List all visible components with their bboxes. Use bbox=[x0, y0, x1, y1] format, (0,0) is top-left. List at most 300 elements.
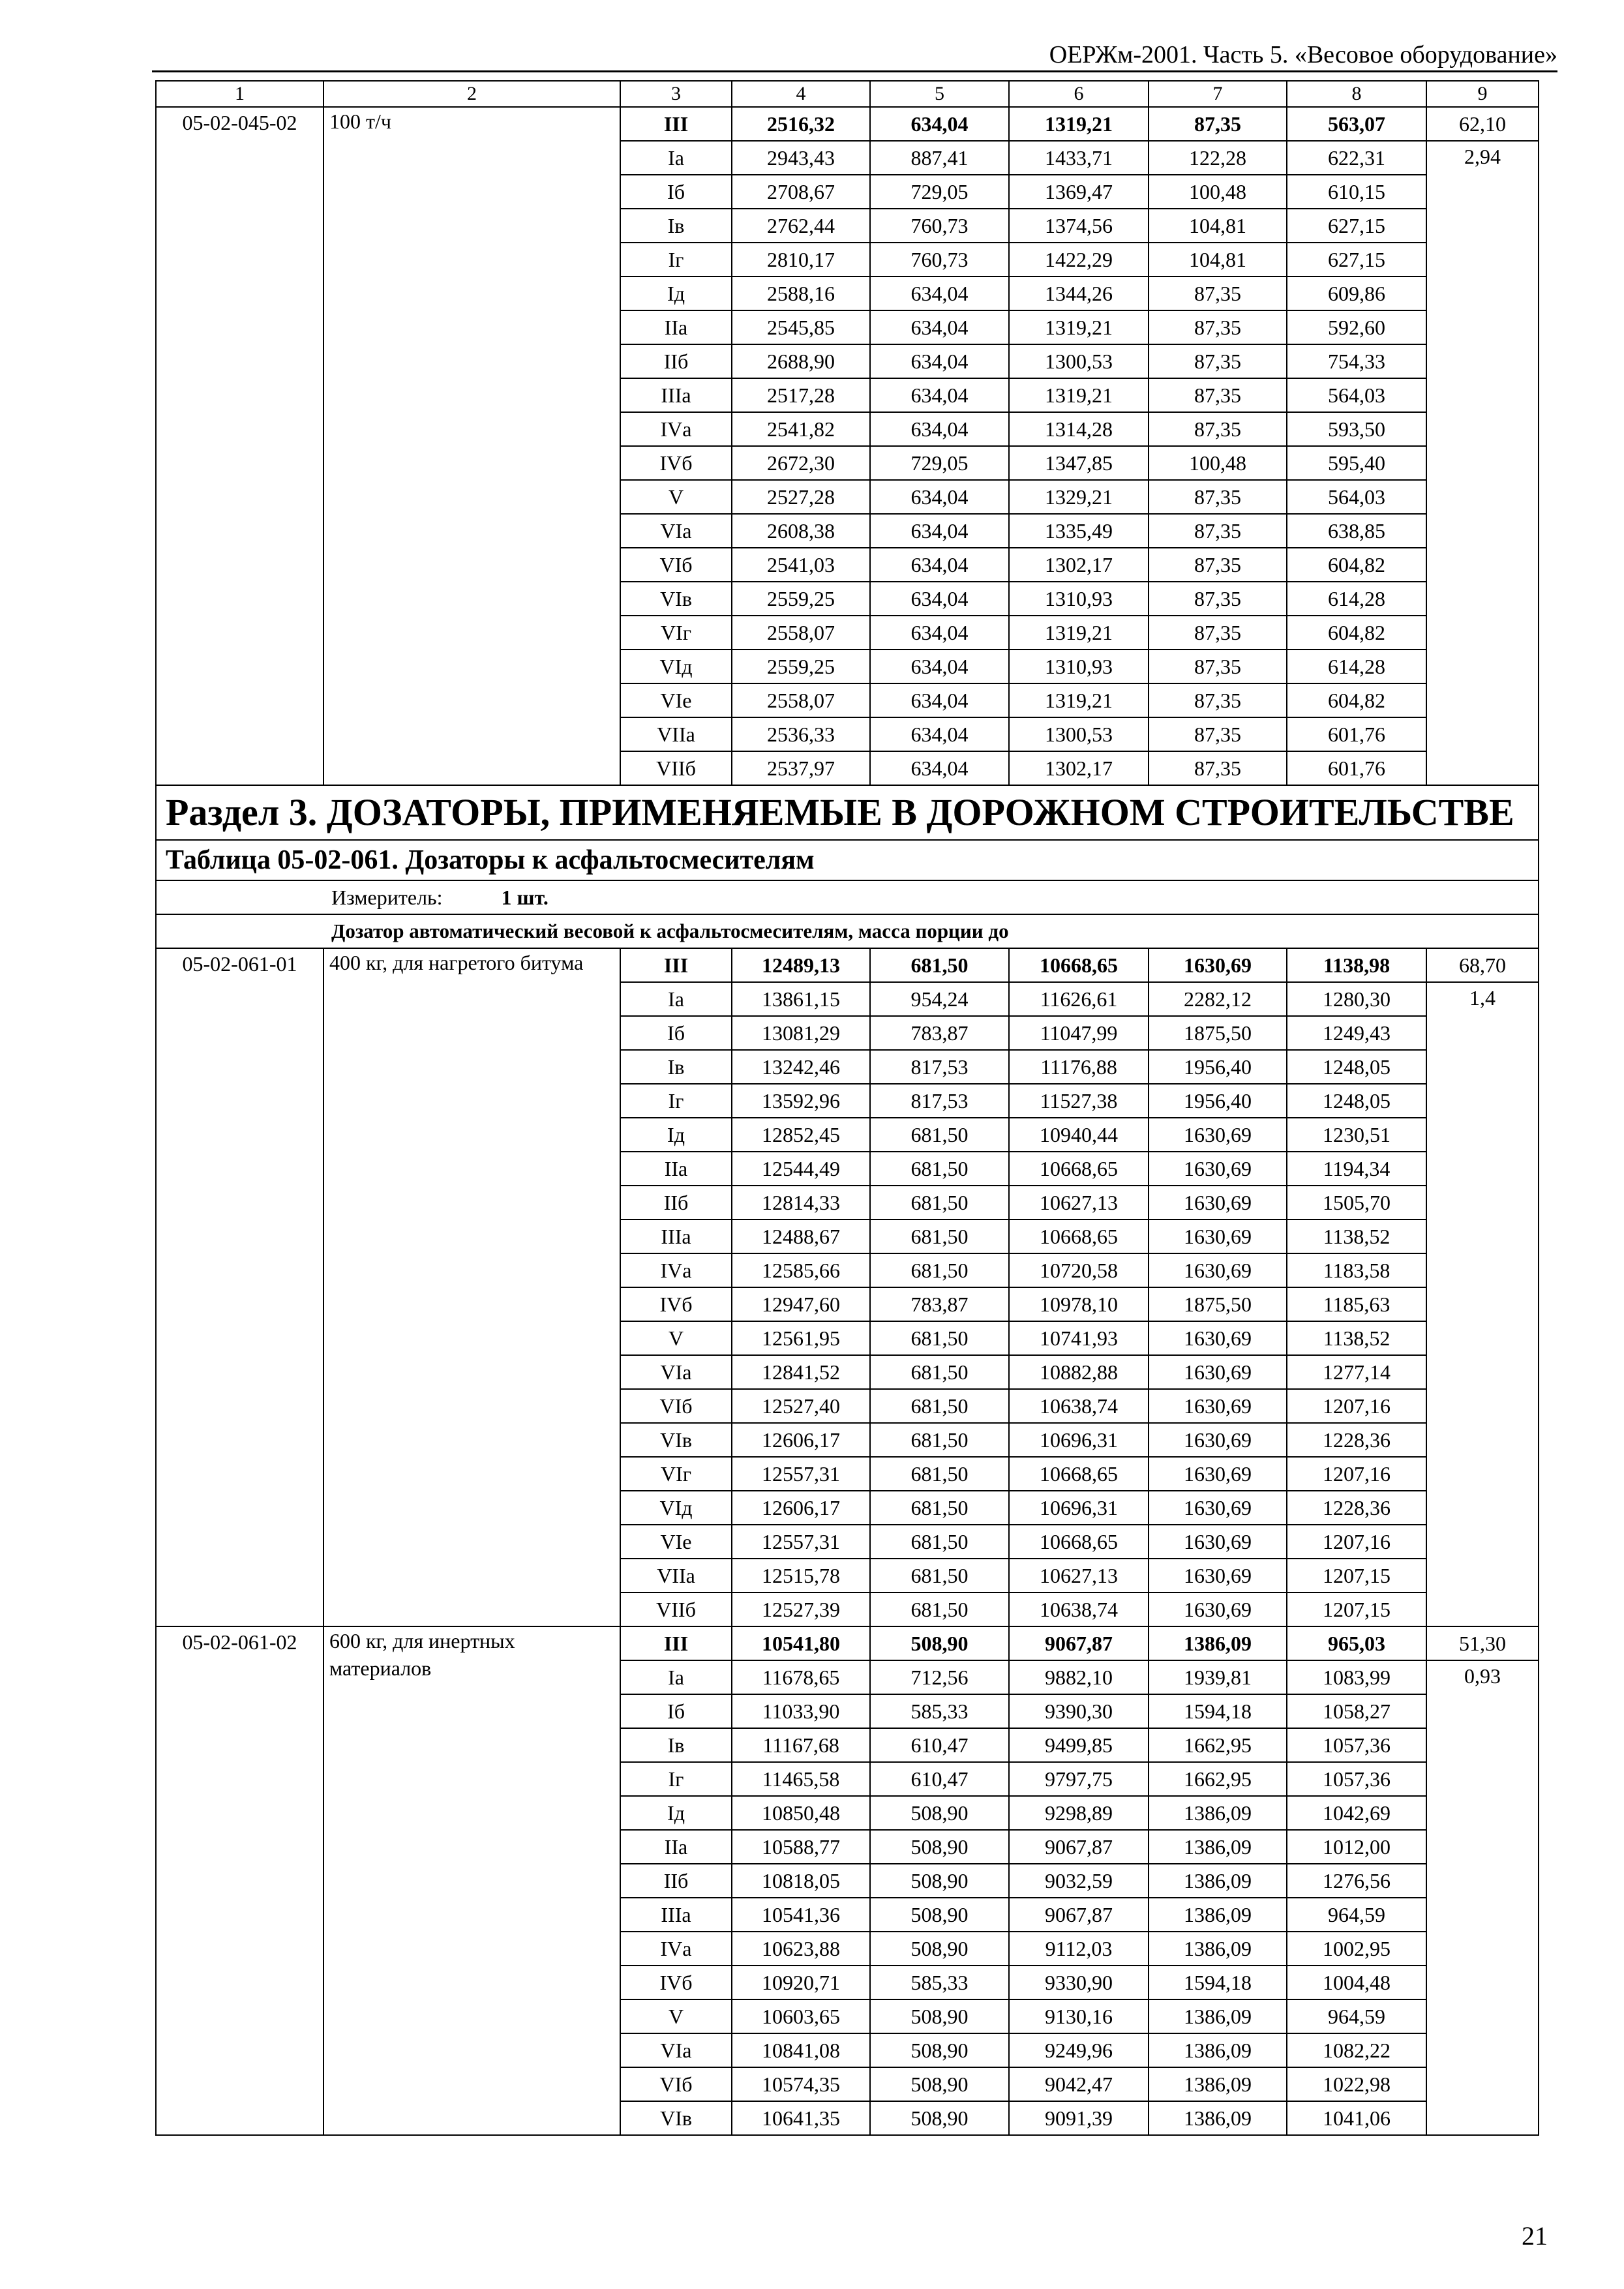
price-table bbox=[155, 80, 1539, 2136]
value-cell: 9499,85 bbox=[1009, 1728, 1149, 1762]
value-cell: 87,35 bbox=[1149, 582, 1287, 616]
value-cell: 1662,95 bbox=[1149, 1762, 1287, 1796]
value-cell: 1319,21 bbox=[1009, 310, 1149, 344]
value-cell: 2527,28 bbox=[732, 480, 870, 514]
value-cell: 9298,89 bbox=[1009, 1796, 1149, 1830]
value-cell: 604,82 bbox=[1287, 683, 1426, 717]
value-cell: 12488,67 bbox=[732, 1219, 870, 1253]
value-cell: 1386,09 bbox=[1149, 1796, 1287, 1830]
value-cell: 760,73 bbox=[870, 209, 1009, 243]
value-cell: 100,48 bbox=[1149, 446, 1287, 480]
value-cell: 2608,38 bbox=[732, 514, 870, 548]
item-name: 400 кг, для нагретого битума bbox=[323, 948, 620, 1626]
value-cell: 610,47 bbox=[870, 1762, 1009, 1796]
category-cell: IIб bbox=[620, 1186, 732, 1219]
value-cell: 754,33 bbox=[1287, 344, 1426, 378]
value-cell: 1386,09 bbox=[1149, 1864, 1287, 1898]
value-cell: 1630,69 bbox=[1149, 1457, 1287, 1491]
value-cell: 10841,08 bbox=[732, 2033, 870, 2067]
category-cell: III bbox=[620, 1626, 732, 1660]
value-cell: 604,82 bbox=[1287, 548, 1426, 582]
value-cell: 585,33 bbox=[870, 1694, 1009, 1728]
value-cell: 11167,68 bbox=[732, 1728, 870, 1762]
value-cell: 712,56 bbox=[870, 1660, 1009, 1694]
value-cell: 10940,44 bbox=[1009, 1118, 1149, 1152]
value-cell: 1300,53 bbox=[1009, 717, 1149, 751]
value-cell: 1386,09 bbox=[1149, 1932, 1287, 1966]
table-title-row bbox=[156, 840, 1539, 880]
value-cell: 1228,36 bbox=[1287, 1423, 1426, 1457]
value-cell: 1207,15 bbox=[1287, 1559, 1426, 1593]
value-cell: 1248,05 bbox=[1287, 1084, 1426, 1118]
col9-value: 1,4 bbox=[1426, 982, 1539, 1626]
value-cell: 610,15 bbox=[1287, 175, 1426, 209]
value-cell: 1185,63 bbox=[1287, 1287, 1426, 1321]
value-cell: 564,03 bbox=[1287, 480, 1426, 514]
value-cell: 681,50 bbox=[870, 1152, 1009, 1186]
category-cell: IIIа bbox=[620, 1898, 732, 1932]
value-cell: 729,05 bbox=[870, 175, 1009, 209]
value-cell: 1183,58 bbox=[1287, 1253, 1426, 1287]
value-cell: 1386,09 bbox=[1149, 1999, 1287, 2033]
value-cell: 10627,13 bbox=[1009, 1186, 1149, 1219]
col9-value: 68,70 bbox=[1426, 948, 1539, 982]
value-cell: 681,50 bbox=[870, 1525, 1009, 1559]
item-code: 05-02-045-02 bbox=[156, 107, 323, 785]
value-cell: 10668,65 bbox=[1009, 1525, 1149, 1559]
category-cell: IIа bbox=[620, 1152, 732, 1186]
value-cell: 11465,58 bbox=[732, 1762, 870, 1796]
value-cell: 11033,90 bbox=[732, 1694, 870, 1728]
value-cell: 681,50 bbox=[870, 1118, 1009, 1152]
value-cell: 2558,07 bbox=[732, 683, 870, 717]
value-cell: 954,24 bbox=[870, 982, 1009, 1016]
table-row bbox=[156, 1626, 1539, 1660]
value-cell: 2762,44 bbox=[732, 209, 870, 243]
value-cell: 9067,87 bbox=[1009, 1626, 1149, 1660]
table-row bbox=[156, 107, 1539, 141]
category-cell: VIг bbox=[620, 1457, 732, 1491]
value-cell: 10638,74 bbox=[1009, 1389, 1149, 1423]
value-cell: 1302,17 bbox=[1009, 548, 1149, 582]
category-cell: VIIб bbox=[620, 1593, 732, 1626]
category-cell: Iб bbox=[620, 1016, 732, 1050]
category-cell: IVб bbox=[620, 1287, 732, 1321]
section-title-row bbox=[156, 785, 1539, 840]
value-cell: 10574,35 bbox=[732, 2067, 870, 2101]
value-cell: 634,04 bbox=[870, 548, 1009, 582]
page-number: 21 bbox=[1522, 2221, 1548, 2251]
value-cell: 887,41 bbox=[870, 141, 1009, 175]
value-cell: 593,50 bbox=[1287, 412, 1426, 446]
value-cell: 1230,51 bbox=[1287, 1118, 1426, 1152]
value-cell: 1041,06 bbox=[1287, 2101, 1426, 2135]
value-cell: 1022,98 bbox=[1287, 2067, 1426, 2101]
value-cell: 11047,99 bbox=[1009, 1016, 1149, 1050]
value-cell: 1386,09 bbox=[1149, 1898, 1287, 1932]
category-cell: IIIа bbox=[620, 1219, 732, 1253]
value-cell: 681,50 bbox=[870, 1219, 1009, 1253]
category-cell: VIб bbox=[620, 1389, 732, 1423]
value-cell: 1630,69 bbox=[1149, 1253, 1287, 1287]
value-cell: 1630,69 bbox=[1149, 1423, 1287, 1457]
value-cell: 87,35 bbox=[1149, 514, 1287, 548]
category-cell: VIа bbox=[620, 2033, 732, 2067]
col9-value: 2,94 bbox=[1426, 141, 1539, 785]
value-cell: 1277,14 bbox=[1287, 1355, 1426, 1389]
value-cell: 13242,46 bbox=[732, 1050, 870, 1084]
value-cell: 13592,96 bbox=[732, 1084, 870, 1118]
category-cell: VIе bbox=[620, 683, 732, 717]
category-cell: VIд bbox=[620, 650, 732, 683]
category-cell: V bbox=[620, 480, 732, 514]
group-title-row bbox=[156, 914, 1539, 948]
category-cell: V bbox=[620, 1321, 732, 1355]
column-number: 2 bbox=[323, 81, 620, 107]
category-cell: VIб bbox=[620, 548, 732, 582]
value-cell: 9882,10 bbox=[1009, 1660, 1149, 1694]
category-cell: Iв bbox=[620, 209, 732, 243]
value-cell: 1057,36 bbox=[1287, 1762, 1426, 1796]
value-cell: 634,04 bbox=[870, 582, 1009, 616]
value-cell: 1374,56 bbox=[1009, 209, 1149, 243]
category-cell: VIе bbox=[620, 1525, 732, 1559]
value-cell: 2541,82 bbox=[732, 412, 870, 446]
value-cell: 1630,69 bbox=[1149, 1491, 1287, 1525]
value-cell: 681,50 bbox=[870, 1253, 1009, 1287]
value-cell: 1630,69 bbox=[1149, 1219, 1287, 1253]
value-cell: 783,87 bbox=[870, 1016, 1009, 1050]
value-cell: 1207,16 bbox=[1287, 1389, 1426, 1423]
value-cell: 1194,34 bbox=[1287, 1152, 1426, 1186]
value-cell: 1630,69 bbox=[1149, 948, 1287, 982]
column-number: 4 bbox=[732, 81, 870, 107]
item-code: 05-02-061-02 bbox=[156, 1626, 323, 2135]
value-cell: 1630,69 bbox=[1149, 1559, 1287, 1593]
value-cell: 2537,97 bbox=[732, 751, 870, 785]
value-cell: 563,07 bbox=[1287, 107, 1426, 141]
category-cell: IIа bbox=[620, 1830, 732, 1864]
value-cell: 592,60 bbox=[1287, 310, 1426, 344]
column-number: 6 bbox=[1009, 81, 1149, 107]
column-numbers-row bbox=[156, 81, 1539, 107]
value-cell: 1276,56 bbox=[1287, 1864, 1426, 1898]
table-row bbox=[156, 948, 1539, 982]
value-cell: 2559,25 bbox=[732, 650, 870, 683]
value-cell: 12544,49 bbox=[732, 1152, 870, 1186]
value-cell: 1956,40 bbox=[1149, 1050, 1287, 1084]
value-cell: 1207,15 bbox=[1287, 1593, 1426, 1626]
value-cell: 1058,27 bbox=[1287, 1694, 1426, 1728]
value-cell: 585,33 bbox=[870, 1966, 1009, 1999]
value-cell: 564,03 bbox=[1287, 378, 1426, 412]
value-cell: 1956,40 bbox=[1149, 1084, 1287, 1118]
value-cell: 964,59 bbox=[1287, 1898, 1426, 1932]
category-cell: IVб bbox=[620, 1966, 732, 1999]
value-cell: 87,35 bbox=[1149, 412, 1287, 446]
value-cell: 681,50 bbox=[870, 1321, 1009, 1355]
category-cell: IVб bbox=[620, 446, 732, 480]
value-cell: 1207,16 bbox=[1287, 1525, 1426, 1559]
page-header bbox=[152, 38, 1557, 72]
value-cell: 508,90 bbox=[870, 1898, 1009, 1932]
value-cell: 681,50 bbox=[870, 1559, 1009, 1593]
value-cell: 12557,31 bbox=[732, 1457, 870, 1491]
value-cell: 104,81 bbox=[1149, 209, 1287, 243]
value-cell: 681,50 bbox=[870, 1457, 1009, 1491]
value-cell: 1630,69 bbox=[1149, 1186, 1287, 1219]
value-cell: 817,53 bbox=[870, 1084, 1009, 1118]
value-cell: 100,48 bbox=[1149, 175, 1287, 209]
category-cell: VIв bbox=[620, 1423, 732, 1457]
category-cell: VIа bbox=[620, 514, 732, 548]
value-cell: 1004,48 bbox=[1287, 1966, 1426, 1999]
category-cell: Iб bbox=[620, 1694, 732, 1728]
category-cell: IIб bbox=[620, 1864, 732, 1898]
table-body bbox=[156, 81, 1539, 2135]
value-cell: 610,47 bbox=[870, 1728, 1009, 1762]
category-cell: VIб bbox=[620, 2067, 732, 2101]
value-cell: 10541,36 bbox=[732, 1898, 870, 1932]
value-cell: 2559,25 bbox=[732, 582, 870, 616]
value-cell: 9067,87 bbox=[1009, 1898, 1149, 1932]
value-cell: 87,35 bbox=[1149, 378, 1287, 412]
value-cell: 601,76 bbox=[1287, 751, 1426, 785]
value-cell: 1228,36 bbox=[1287, 1491, 1426, 1525]
column-number: 1 bbox=[156, 81, 323, 107]
value-cell: 634,04 bbox=[870, 107, 1009, 141]
value-cell: 10541,80 bbox=[732, 1626, 870, 1660]
value-cell: 10920,71 bbox=[732, 1966, 870, 1999]
value-cell: 12947,60 bbox=[732, 1287, 870, 1321]
value-cell: 595,40 bbox=[1287, 446, 1426, 480]
value-cell: 2282,12 bbox=[1149, 982, 1287, 1016]
value-cell: 1594,18 bbox=[1149, 1966, 1287, 1999]
value-cell: 965,03 bbox=[1287, 1626, 1426, 1660]
category-cell: Iд bbox=[620, 1796, 732, 1830]
value-cell: 760,73 bbox=[870, 243, 1009, 277]
value-cell: 1207,16 bbox=[1287, 1457, 1426, 1491]
value-cell: 12489,13 bbox=[732, 948, 870, 982]
value-cell: 634,04 bbox=[870, 412, 1009, 446]
value-cell: 1594,18 bbox=[1149, 1694, 1287, 1728]
category-cell: Iг bbox=[620, 1762, 732, 1796]
value-cell: 634,04 bbox=[870, 277, 1009, 310]
col9-value: 0,93 bbox=[1426, 1660, 1539, 2135]
value-cell: 2708,67 bbox=[732, 175, 870, 209]
item-name: 100 т/ч bbox=[323, 107, 620, 785]
value-cell: 12606,17 bbox=[732, 1491, 870, 1525]
category-cell: VIIб bbox=[620, 751, 732, 785]
value-cell: 1939,81 bbox=[1149, 1660, 1287, 1694]
value-cell: 10603,65 bbox=[732, 1999, 870, 2033]
column-number: 5 bbox=[870, 81, 1009, 107]
item-name: 600 кг, для инертных материалов bbox=[323, 1626, 620, 2135]
value-cell: 1319,21 bbox=[1009, 616, 1149, 650]
value-cell: 634,04 bbox=[870, 344, 1009, 378]
value-cell: 10588,77 bbox=[732, 1830, 870, 1864]
value-cell: 817,53 bbox=[870, 1050, 1009, 1084]
value-cell: 9130,16 bbox=[1009, 1999, 1149, 2033]
value-cell: 1630,69 bbox=[1149, 1593, 1287, 1626]
category-cell: IVа bbox=[620, 412, 732, 446]
value-cell: 2672,30 bbox=[732, 446, 870, 480]
value-cell: 10978,10 bbox=[1009, 1287, 1149, 1321]
value-cell: 508,90 bbox=[870, 1796, 1009, 1830]
value-cell: 9042,47 bbox=[1009, 2067, 1149, 2101]
value-cell: 2541,03 bbox=[732, 548, 870, 582]
value-cell: 1012,00 bbox=[1287, 1830, 1426, 1864]
value-cell: 87,35 bbox=[1149, 717, 1287, 751]
category-cell: VIг bbox=[620, 616, 732, 650]
value-cell: 622,31 bbox=[1287, 141, 1426, 175]
value-cell: 87,35 bbox=[1149, 616, 1287, 650]
value-cell: 13081,29 bbox=[732, 1016, 870, 1050]
value-cell: 634,04 bbox=[870, 310, 1009, 344]
category-cell: IIа bbox=[620, 310, 732, 344]
value-cell: 12561,95 bbox=[732, 1321, 870, 1355]
value-cell: 1042,69 bbox=[1287, 1796, 1426, 1830]
value-cell: 87,35 bbox=[1149, 310, 1287, 344]
value-cell: 1319,21 bbox=[1009, 683, 1149, 717]
value-cell: 12585,66 bbox=[732, 1253, 870, 1287]
category-cell: III bbox=[620, 948, 732, 982]
value-cell: 627,15 bbox=[1287, 243, 1426, 277]
value-cell: 12841,52 bbox=[732, 1355, 870, 1389]
value-cell: 2558,07 bbox=[732, 616, 870, 650]
item-code: 05-02-061-01 bbox=[156, 948, 323, 1626]
value-cell: 783,87 bbox=[870, 1287, 1009, 1321]
value-cell: 87,35 bbox=[1149, 107, 1287, 141]
category-cell: V bbox=[620, 1999, 732, 2033]
value-cell: 11176,88 bbox=[1009, 1050, 1149, 1084]
value-cell: 2536,33 bbox=[732, 717, 870, 751]
value-cell: 1630,69 bbox=[1149, 1321, 1287, 1355]
value-cell: 681,50 bbox=[870, 1355, 1009, 1389]
value-cell: 634,04 bbox=[870, 650, 1009, 683]
value-cell: 601,76 bbox=[1287, 717, 1426, 751]
value-cell: 1422,29 bbox=[1009, 243, 1149, 277]
measure-row-cell bbox=[156, 880, 1539, 914]
category-cell: IIб bbox=[620, 344, 732, 378]
category-cell: IIIа bbox=[620, 378, 732, 412]
value-cell: 609,86 bbox=[1287, 277, 1426, 310]
value-cell: 2943,43 bbox=[732, 141, 870, 175]
value-cell: 638,85 bbox=[1287, 514, 1426, 548]
value-cell: 10818,05 bbox=[732, 1864, 870, 1898]
value-cell: 10696,31 bbox=[1009, 1491, 1149, 1525]
value-cell: 964,59 bbox=[1287, 1999, 1426, 2033]
value-cell: 87,35 bbox=[1149, 650, 1287, 683]
value-cell: 122,28 bbox=[1149, 141, 1287, 175]
value-cell: 508,90 bbox=[870, 1999, 1009, 2033]
value-cell: 12527,39 bbox=[732, 1593, 870, 1626]
value-cell: 9330,90 bbox=[1009, 1966, 1149, 1999]
value-cell: 508,90 bbox=[870, 2033, 1009, 2067]
value-cell: 681,50 bbox=[870, 1593, 1009, 1626]
value-cell: 87,35 bbox=[1149, 344, 1287, 378]
value-cell: 87,35 bbox=[1149, 548, 1287, 582]
category-cell: VIIа bbox=[620, 1559, 732, 1593]
value-cell: 2588,16 bbox=[732, 277, 870, 310]
value-cell: 2517,28 bbox=[732, 378, 870, 412]
value-cell: 1302,17 bbox=[1009, 751, 1149, 785]
value-cell: 10668,65 bbox=[1009, 1457, 1149, 1491]
measure-label: Измеритель: bbox=[331, 886, 443, 909]
category-cell: Iг bbox=[620, 1084, 732, 1118]
value-cell: 1630,69 bbox=[1149, 1118, 1287, 1152]
value-cell: 87,35 bbox=[1149, 751, 1287, 785]
value-cell: 1310,93 bbox=[1009, 582, 1149, 616]
value-cell: 1344,26 bbox=[1009, 277, 1149, 310]
value-cell: 508,90 bbox=[870, 2067, 1009, 2101]
value-cell: 1002,95 bbox=[1287, 1932, 1426, 1966]
value-cell: 1300,53 bbox=[1009, 344, 1149, 378]
value-cell: 10720,58 bbox=[1009, 1253, 1149, 1287]
category-cell: IVа bbox=[620, 1932, 732, 1966]
value-cell: 10627,13 bbox=[1009, 1559, 1149, 1593]
value-cell: 614,28 bbox=[1287, 650, 1426, 683]
value-cell: 10623,88 bbox=[732, 1932, 870, 1966]
value-cell: 1630,69 bbox=[1149, 1525, 1287, 1559]
group-title: Дозатор автоматический весовой к асфальтосмесителям, масса порции до bbox=[156, 914, 1539, 948]
value-cell: 1138,98 bbox=[1287, 948, 1426, 982]
header-title: ОЕРЖм-2001. Часть 5. «Весовое оборудование» bbox=[1049, 41, 1557, 68]
value-cell: 508,90 bbox=[870, 1864, 1009, 1898]
value-cell: 9249,96 bbox=[1009, 2033, 1149, 2067]
value-cell: 1314,28 bbox=[1009, 412, 1149, 446]
value-cell: 1319,21 bbox=[1009, 107, 1149, 141]
value-cell: 1057,36 bbox=[1287, 1728, 1426, 1762]
value-cell: 634,04 bbox=[870, 514, 1009, 548]
value-cell: 9067,87 bbox=[1009, 1830, 1149, 1864]
value-cell: 10668,65 bbox=[1009, 948, 1149, 982]
value-cell: 12527,40 bbox=[732, 1389, 870, 1423]
value-cell: 87,35 bbox=[1149, 683, 1287, 717]
value-cell: 9797,75 bbox=[1009, 1762, 1149, 1796]
value-cell: 1083,99 bbox=[1287, 1660, 1426, 1694]
value-cell: 2516,32 bbox=[732, 107, 870, 141]
value-cell: 681,50 bbox=[870, 1389, 1009, 1423]
value-cell: 9112,03 bbox=[1009, 1932, 1149, 1966]
value-cell: 1386,09 bbox=[1149, 2067, 1287, 2101]
col9-value: 62,10 bbox=[1426, 107, 1539, 141]
value-cell: 1630,69 bbox=[1149, 1389, 1287, 1423]
column-number: 8 bbox=[1287, 81, 1426, 107]
value-cell: 634,04 bbox=[870, 751, 1009, 785]
category-cell: VIд bbox=[620, 1491, 732, 1525]
value-cell: 1630,69 bbox=[1149, 1152, 1287, 1186]
value-cell: 1138,52 bbox=[1287, 1321, 1426, 1355]
value-cell: 1386,09 bbox=[1149, 2033, 1287, 2067]
value-cell: 10668,65 bbox=[1009, 1152, 1149, 1186]
value-cell: 681,50 bbox=[870, 1186, 1009, 1219]
value-cell: 1335,49 bbox=[1009, 514, 1149, 548]
value-cell: 1249,43 bbox=[1287, 1016, 1426, 1050]
value-cell: 10638,74 bbox=[1009, 1593, 1149, 1626]
value-cell: 104,81 bbox=[1149, 243, 1287, 277]
value-cell: 634,04 bbox=[870, 378, 1009, 412]
value-cell: 1433,71 bbox=[1009, 141, 1149, 175]
category-cell: Iа bbox=[620, 141, 732, 175]
value-cell: 1630,69 bbox=[1149, 1355, 1287, 1389]
value-cell: 10850,48 bbox=[732, 1796, 870, 1830]
category-cell: Iв bbox=[620, 1728, 732, 1762]
value-cell: 1082,22 bbox=[1287, 2033, 1426, 2067]
value-cell: 634,04 bbox=[870, 717, 1009, 751]
value-cell: 1280,30 bbox=[1287, 982, 1426, 1016]
value-cell: 10668,65 bbox=[1009, 1219, 1149, 1253]
